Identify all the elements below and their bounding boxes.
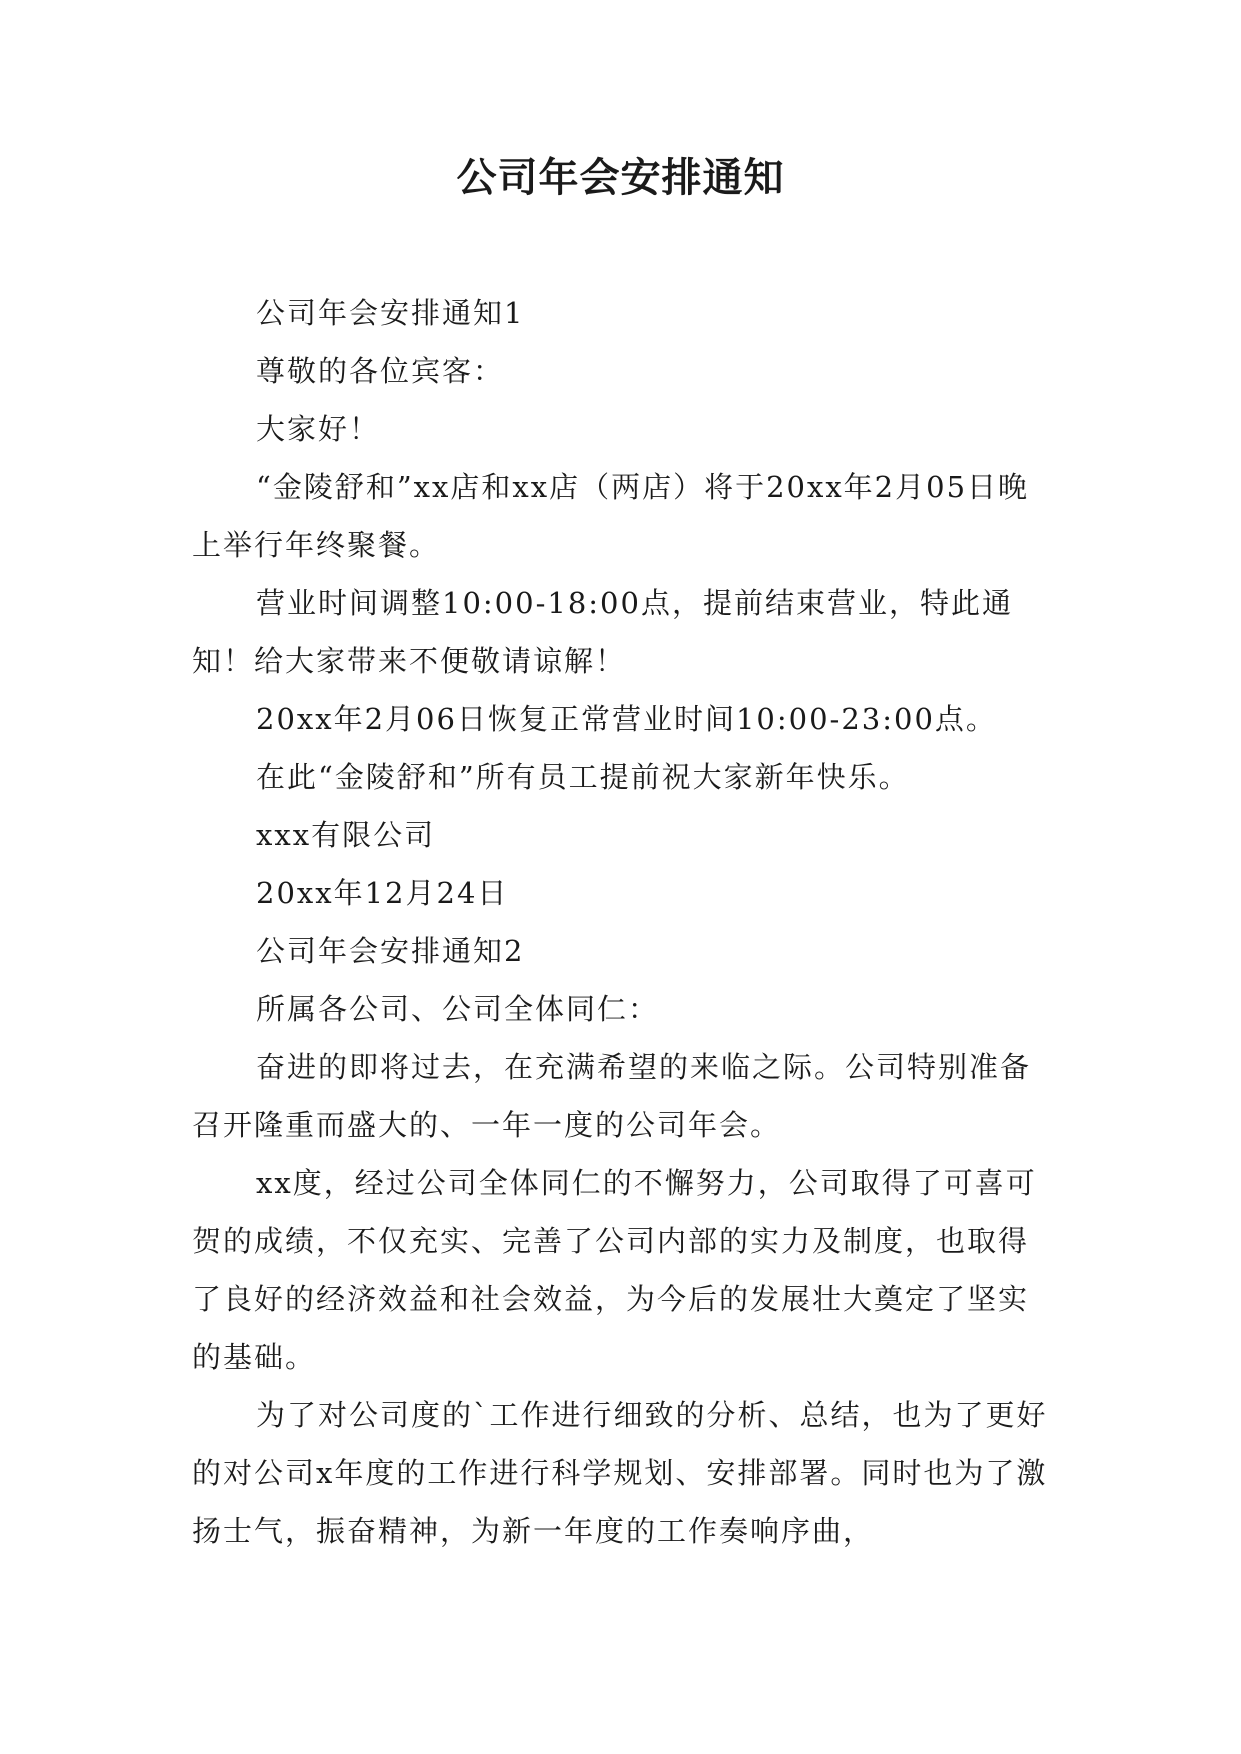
- paragraph: xx度，经过公司全体同仁的不懈努力，公司取得了可喜可贺的成绩，不仅充实、完善了公司内部的实力及制度，也取得了良好的经济效益和社会效益，为今后的发展壮大奠定了坚实的基础。: [192, 1166, 1037, 1374]
- paragraph: 公司年会安排通知1: [256, 296, 525, 330]
- document-body: [192, 284, 1050, 1560]
- page-title: 公司年会安排通知: [456, 155, 785, 201]
- paragraph: 大家好！: [256, 412, 381, 446]
- paragraph: “金陵舒和”xx店和xx店（两店）将于20xx年2月05日晚上举行年终聚餐。: [192, 470, 1030, 562]
- paragraph: xxx有限公司: [256, 818, 436, 852]
- paragraph: 尊敬的各位宾客：: [256, 354, 505, 388]
- paragraph: 20xx年2月06日恢复正常营业时间10:00-23:00点。: [256, 702, 997, 736]
- paragraph: 所属各公司、公司全体同仁：: [256, 992, 660, 1026]
- paragraph: 20xx年12月24日: [256, 876, 509, 910]
- paragraph: 奋进的即将过去，在充满希望的来临之际。公司特别准备召开隆重而盛大的、一年一度的公司年会。: [192, 1050, 1032, 1142]
- paragraph: 为了对公司度的`工作进行细致的分析、总结，也为了更好的对公司x年度的工作进行科学规划、安排部署。同时也为了激扬士气，振奋精神，为新一年度的工作奏响序曲，: [192, 1398, 1048, 1548]
- paragraph: 营业时间调整10:00-18:00点，提前结束营业，特此通知！给大家带来不便敬请谅解！: [192, 586, 1013, 678]
- paragraph: 在此“金陵舒和”所有员工提前祝大家新年快乐。: [256, 760, 910, 794]
- paragraph: 公司年会安排通知2: [256, 934, 525, 968]
